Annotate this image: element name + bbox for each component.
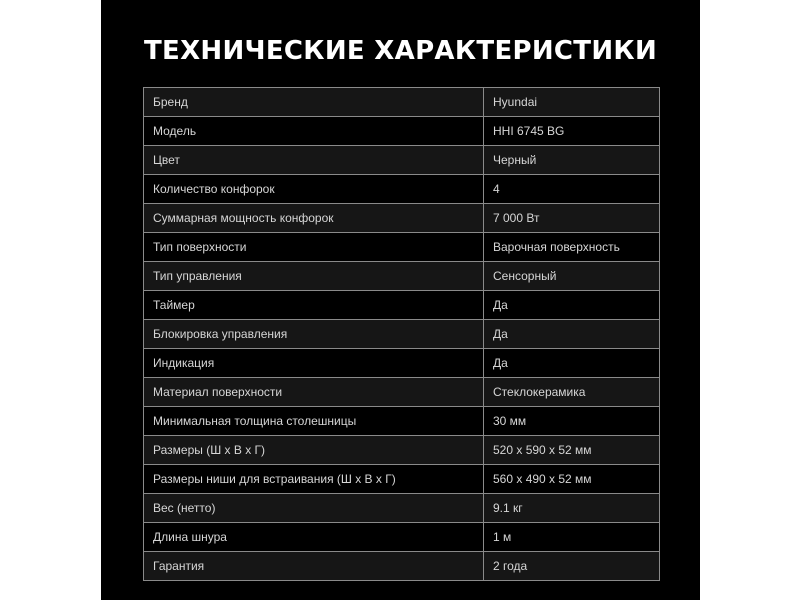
page-title: ТЕХНИЧЕСКИЕ ХАРАКТЕРИСТИКИ	[143, 36, 658, 66]
spec-value: Да	[484, 349, 660, 378]
spec-value: 7 000 Вт	[484, 204, 660, 233]
table-row-indication	[144, 349, 660, 378]
spec-label: Тип поверхности	[144, 233, 484, 262]
spec-sheet-panel	[101, 0, 700, 600]
table-row-warranty	[144, 552, 660, 581]
spec-value: 520 х 590 х 52 мм	[484, 436, 660, 465]
spec-value: Сенсорный	[484, 262, 660, 291]
spec-label: Количество конфорок	[144, 175, 484, 204]
spec-label: Таймер	[144, 291, 484, 320]
spec-value: 30 мм	[484, 407, 660, 436]
spec-value: 9.1 кг	[484, 494, 660, 523]
spec-value: Варочная поверхность	[484, 233, 660, 262]
table-row-timer	[144, 291, 660, 320]
spec-label: Размеры (Ш х В х Г)	[144, 436, 484, 465]
spec-value: Hyundai	[484, 88, 660, 117]
table-row-control-lock	[144, 320, 660, 349]
table-row-total-power	[144, 204, 660, 233]
table-row-min-countertop-thickness	[144, 407, 660, 436]
table-row-surface-type	[144, 233, 660, 262]
table-row-color	[144, 146, 660, 175]
spec-label: Цвет	[144, 146, 484, 175]
spec-label: Бренд	[144, 88, 484, 117]
spec-label: Материал поверхности	[144, 378, 484, 407]
spec-value: 1 м	[484, 523, 660, 552]
table-row-weight	[144, 494, 660, 523]
spec-label: Модель	[144, 117, 484, 146]
spec-value: HHI 6745 BG	[484, 117, 660, 146]
spec-label: Суммарная мощность конфорок	[144, 204, 484, 233]
table-row-niche-dimensions	[144, 465, 660, 494]
spec-label: Тип управления	[144, 262, 484, 291]
spec-label: Индикация	[144, 349, 484, 378]
spec-value: 2 года	[484, 552, 660, 581]
spec-label: Минимальная толщина столешницы	[144, 407, 484, 436]
table-row-burner-count	[144, 175, 660, 204]
spec-value: Черный	[484, 146, 660, 175]
spec-label: Гарантия	[144, 552, 484, 581]
spec-value: Да	[484, 320, 660, 349]
table-row-model	[144, 117, 660, 146]
table-row-cord-length	[144, 523, 660, 552]
spec-label: Вес (нетто)	[144, 494, 484, 523]
table-row-brand	[144, 88, 660, 117]
spec-label: Длина шнура	[144, 523, 484, 552]
table-row-dimensions	[144, 436, 660, 465]
specs-table	[143, 87, 660, 581]
table-row-control-type	[144, 262, 660, 291]
spec-label: Блокировка управления	[144, 320, 484, 349]
spec-value: Стеклокерамика	[484, 378, 660, 407]
specs-table-body	[144, 88, 660, 581]
spec-label: Размеры ниши для встраивания (Ш х В х Г)	[144, 465, 484, 494]
spec-value: 4	[484, 175, 660, 204]
spec-value: Да	[484, 291, 660, 320]
spec-value: 560 х 490 х 52 мм	[484, 465, 660, 494]
table-row-surface-material	[144, 378, 660, 407]
